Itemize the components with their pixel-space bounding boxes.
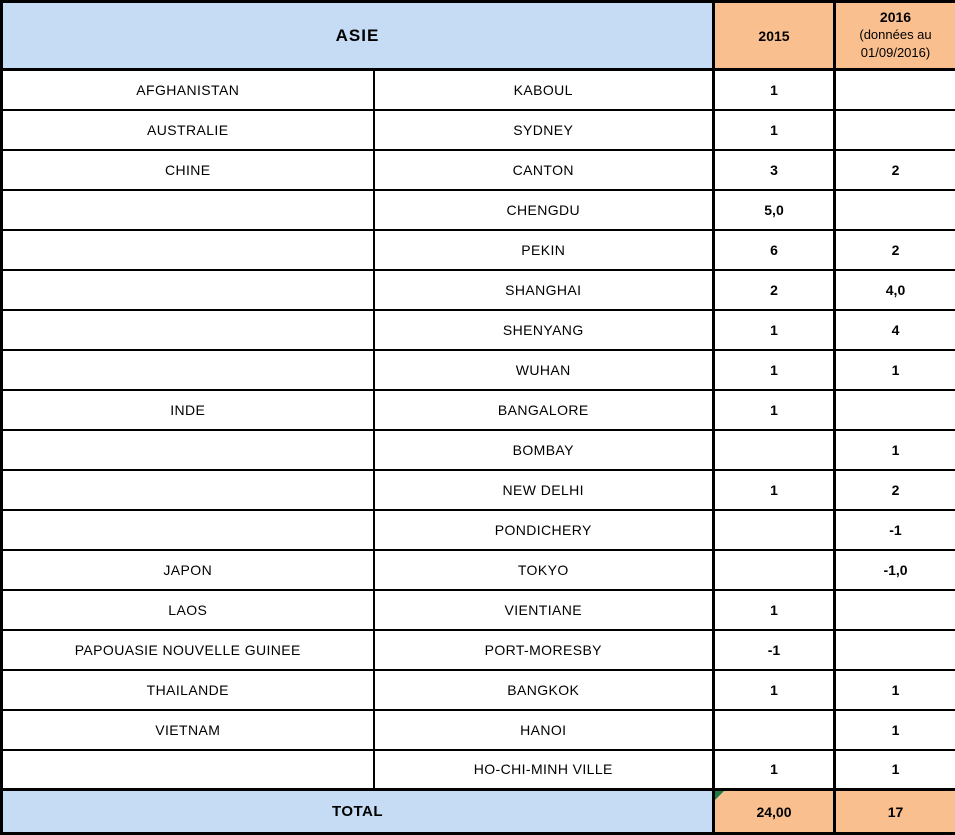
country-cell[interactable] — [2, 270, 374, 310]
city-cell[interactable]: WUHAN — [374, 350, 714, 390]
value-2016-cell[interactable]: 4,0 — [835, 270, 955, 310]
value-2015-cell[interactable] — [714, 710, 835, 750]
value-2015-cell[interactable]: 2 — [714, 270, 835, 310]
country-cell[interactable] — [2, 190, 374, 230]
table-row — [2, 150, 955, 190]
total-2015-cell[interactable] — [714, 790, 835, 834]
table-row — [2, 230, 955, 270]
value-2016-cell[interactable]: 1 — [835, 430, 955, 470]
value-2016-cell[interactable]: -1 — [835, 510, 955, 550]
header-row — [2, 2, 955, 70]
value-2015-cell[interactable] — [714, 510, 835, 550]
value-2016-cell[interactable] — [835, 390, 955, 430]
country-cell[interactable]: THAILANDE — [2, 670, 374, 710]
value-2015-cell[interactable]: 1 — [714, 350, 835, 390]
table-row — [2, 590, 955, 630]
city-cell[interactable]: BANGKOK — [374, 670, 714, 710]
table-row — [2, 390, 955, 430]
country-cell[interactable] — [2, 750, 374, 790]
country-cell[interactable]: PAPOUASIE NOUVELLE GUINEE — [2, 630, 374, 670]
table-row — [2, 310, 955, 350]
value-2016-cell[interactable]: 4 — [835, 310, 955, 350]
country-cell[interactable]: AUSTRALIE — [2, 110, 374, 150]
city-cell[interactable]: PORT-MORESBY — [374, 630, 714, 670]
table-row — [2, 670, 955, 710]
table-row — [2, 70, 955, 110]
city-cell[interactable]: PEKIN — [374, 230, 714, 270]
value-2015-cell[interactable]: 6 — [714, 230, 835, 270]
region-title-cell[interactable]: ASIE — [2, 2, 714, 70]
table-row — [2, 270, 955, 310]
country-cell[interactable] — [2, 230, 374, 270]
col-header-2016-note: (données au 01/09/2016) — [840, 26, 951, 61]
country-cell[interactable]: JAPON — [2, 550, 374, 590]
table-body — [2, 70, 955, 790]
value-2016-cell[interactable] — [835, 590, 955, 630]
city-cell[interactable]: NEW DELHI — [374, 470, 714, 510]
table-row — [2, 630, 955, 670]
value-2015-cell[interactable]: -1 — [714, 630, 835, 670]
value-2015-cell[interactable]: 1 — [714, 670, 835, 710]
value-2016-cell[interactable] — [835, 70, 955, 110]
col-header-2016-year: 2016 — [880, 9, 911, 25]
value-2016-cell[interactable]: 2 — [835, 150, 955, 190]
country-cell[interactable]: VIETNAM — [2, 710, 374, 750]
value-2015-cell[interactable]: 5,0 — [714, 190, 835, 230]
city-cell[interactable]: VIENTIANE — [374, 590, 714, 630]
value-2015-cell[interactable]: 1 — [714, 590, 835, 630]
city-cell[interactable]: PONDICHERY — [374, 510, 714, 550]
country-cell[interactable]: CHINE — [2, 150, 374, 190]
country-cell[interactable] — [2, 310, 374, 350]
value-2015-cell[interactable]: 1 — [714, 390, 835, 430]
value-2015-cell[interactable]: 1 — [714, 70, 835, 110]
city-cell[interactable]: HANOI — [374, 710, 714, 750]
value-2016-cell[interactable]: 1 — [835, 750, 955, 790]
country-cell[interactable] — [2, 350, 374, 390]
total-label-cell[interactable]: TOTAL — [2, 790, 714, 834]
value-2015-cell[interactable]: 1 — [714, 470, 835, 510]
value-2015-cell[interactable]: 1 — [714, 750, 835, 790]
value-2016-cell[interactable]: 1 — [835, 710, 955, 750]
table-row — [2, 470, 955, 510]
table-row — [2, 430, 955, 470]
table-row — [2, 750, 955, 790]
table-row — [2, 510, 955, 550]
value-2015-cell[interactable]: 3 — [714, 150, 835, 190]
city-cell[interactable]: SHANGHAI — [374, 270, 714, 310]
city-cell[interactable]: HO-CHI-MINH VILLE — [374, 750, 714, 790]
total-2016-cell[interactable] — [835, 790, 955, 834]
country-cell[interactable] — [2, 510, 374, 550]
total-row — [2, 790, 955, 834]
col-header-2015[interactable]: 2015 — [714, 2, 835, 70]
country-cell[interactable] — [2, 470, 374, 510]
total-2015-value: 24,00 — [756, 804, 791, 820]
city-cell[interactable]: KABOUL — [374, 70, 714, 110]
city-cell[interactable]: BOMBAY — [374, 430, 714, 470]
table-row — [2, 550, 955, 590]
value-2016-cell[interactable]: 1 — [835, 350, 955, 390]
country-cell[interactable]: AFGHANISTAN — [2, 70, 374, 110]
table-row — [2, 710, 955, 750]
country-cell[interactable]: INDE — [2, 390, 374, 430]
city-cell[interactable]: CANTON — [374, 150, 714, 190]
city-cell[interactable]: SHENYANG — [374, 310, 714, 350]
cell-error-indicator-icon — [715, 791, 724, 800]
value-2015-cell[interactable]: 1 — [714, 310, 835, 350]
table-row — [2, 190, 955, 230]
city-cell[interactable]: BANGALORE — [374, 390, 714, 430]
value-2016-cell[interactable] — [835, 630, 955, 670]
city-cell[interactable]: CHENGDU — [374, 190, 714, 230]
col-header-2016[interactable] — [835, 2, 955, 70]
value-2015-cell[interactable] — [714, 550, 835, 590]
total-2016-value: 17 — [888, 804, 904, 820]
country-cell[interactable] — [2, 430, 374, 470]
value-2015-cell[interactable]: 1 — [714, 110, 835, 150]
value-2015-cell[interactable] — [714, 430, 835, 470]
city-cell[interactable]: TOKYO — [374, 550, 714, 590]
table-row — [2, 110, 955, 150]
value-2016-cell[interactable]: 2 — [835, 470, 955, 510]
value-2016-cell[interactable]: 1 — [835, 670, 955, 710]
value-2016-cell[interactable]: -1,0 — [835, 550, 955, 590]
value-2016-cell[interactable] — [835, 110, 955, 150]
table-row — [2, 350, 955, 390]
country-cell[interactable]: LAOS — [2, 590, 374, 630]
value-2016-cell[interactable]: 2 — [835, 230, 955, 270]
city-cell[interactable]: SYDNEY — [374, 110, 714, 150]
value-2016-cell[interactable] — [835, 190, 955, 230]
